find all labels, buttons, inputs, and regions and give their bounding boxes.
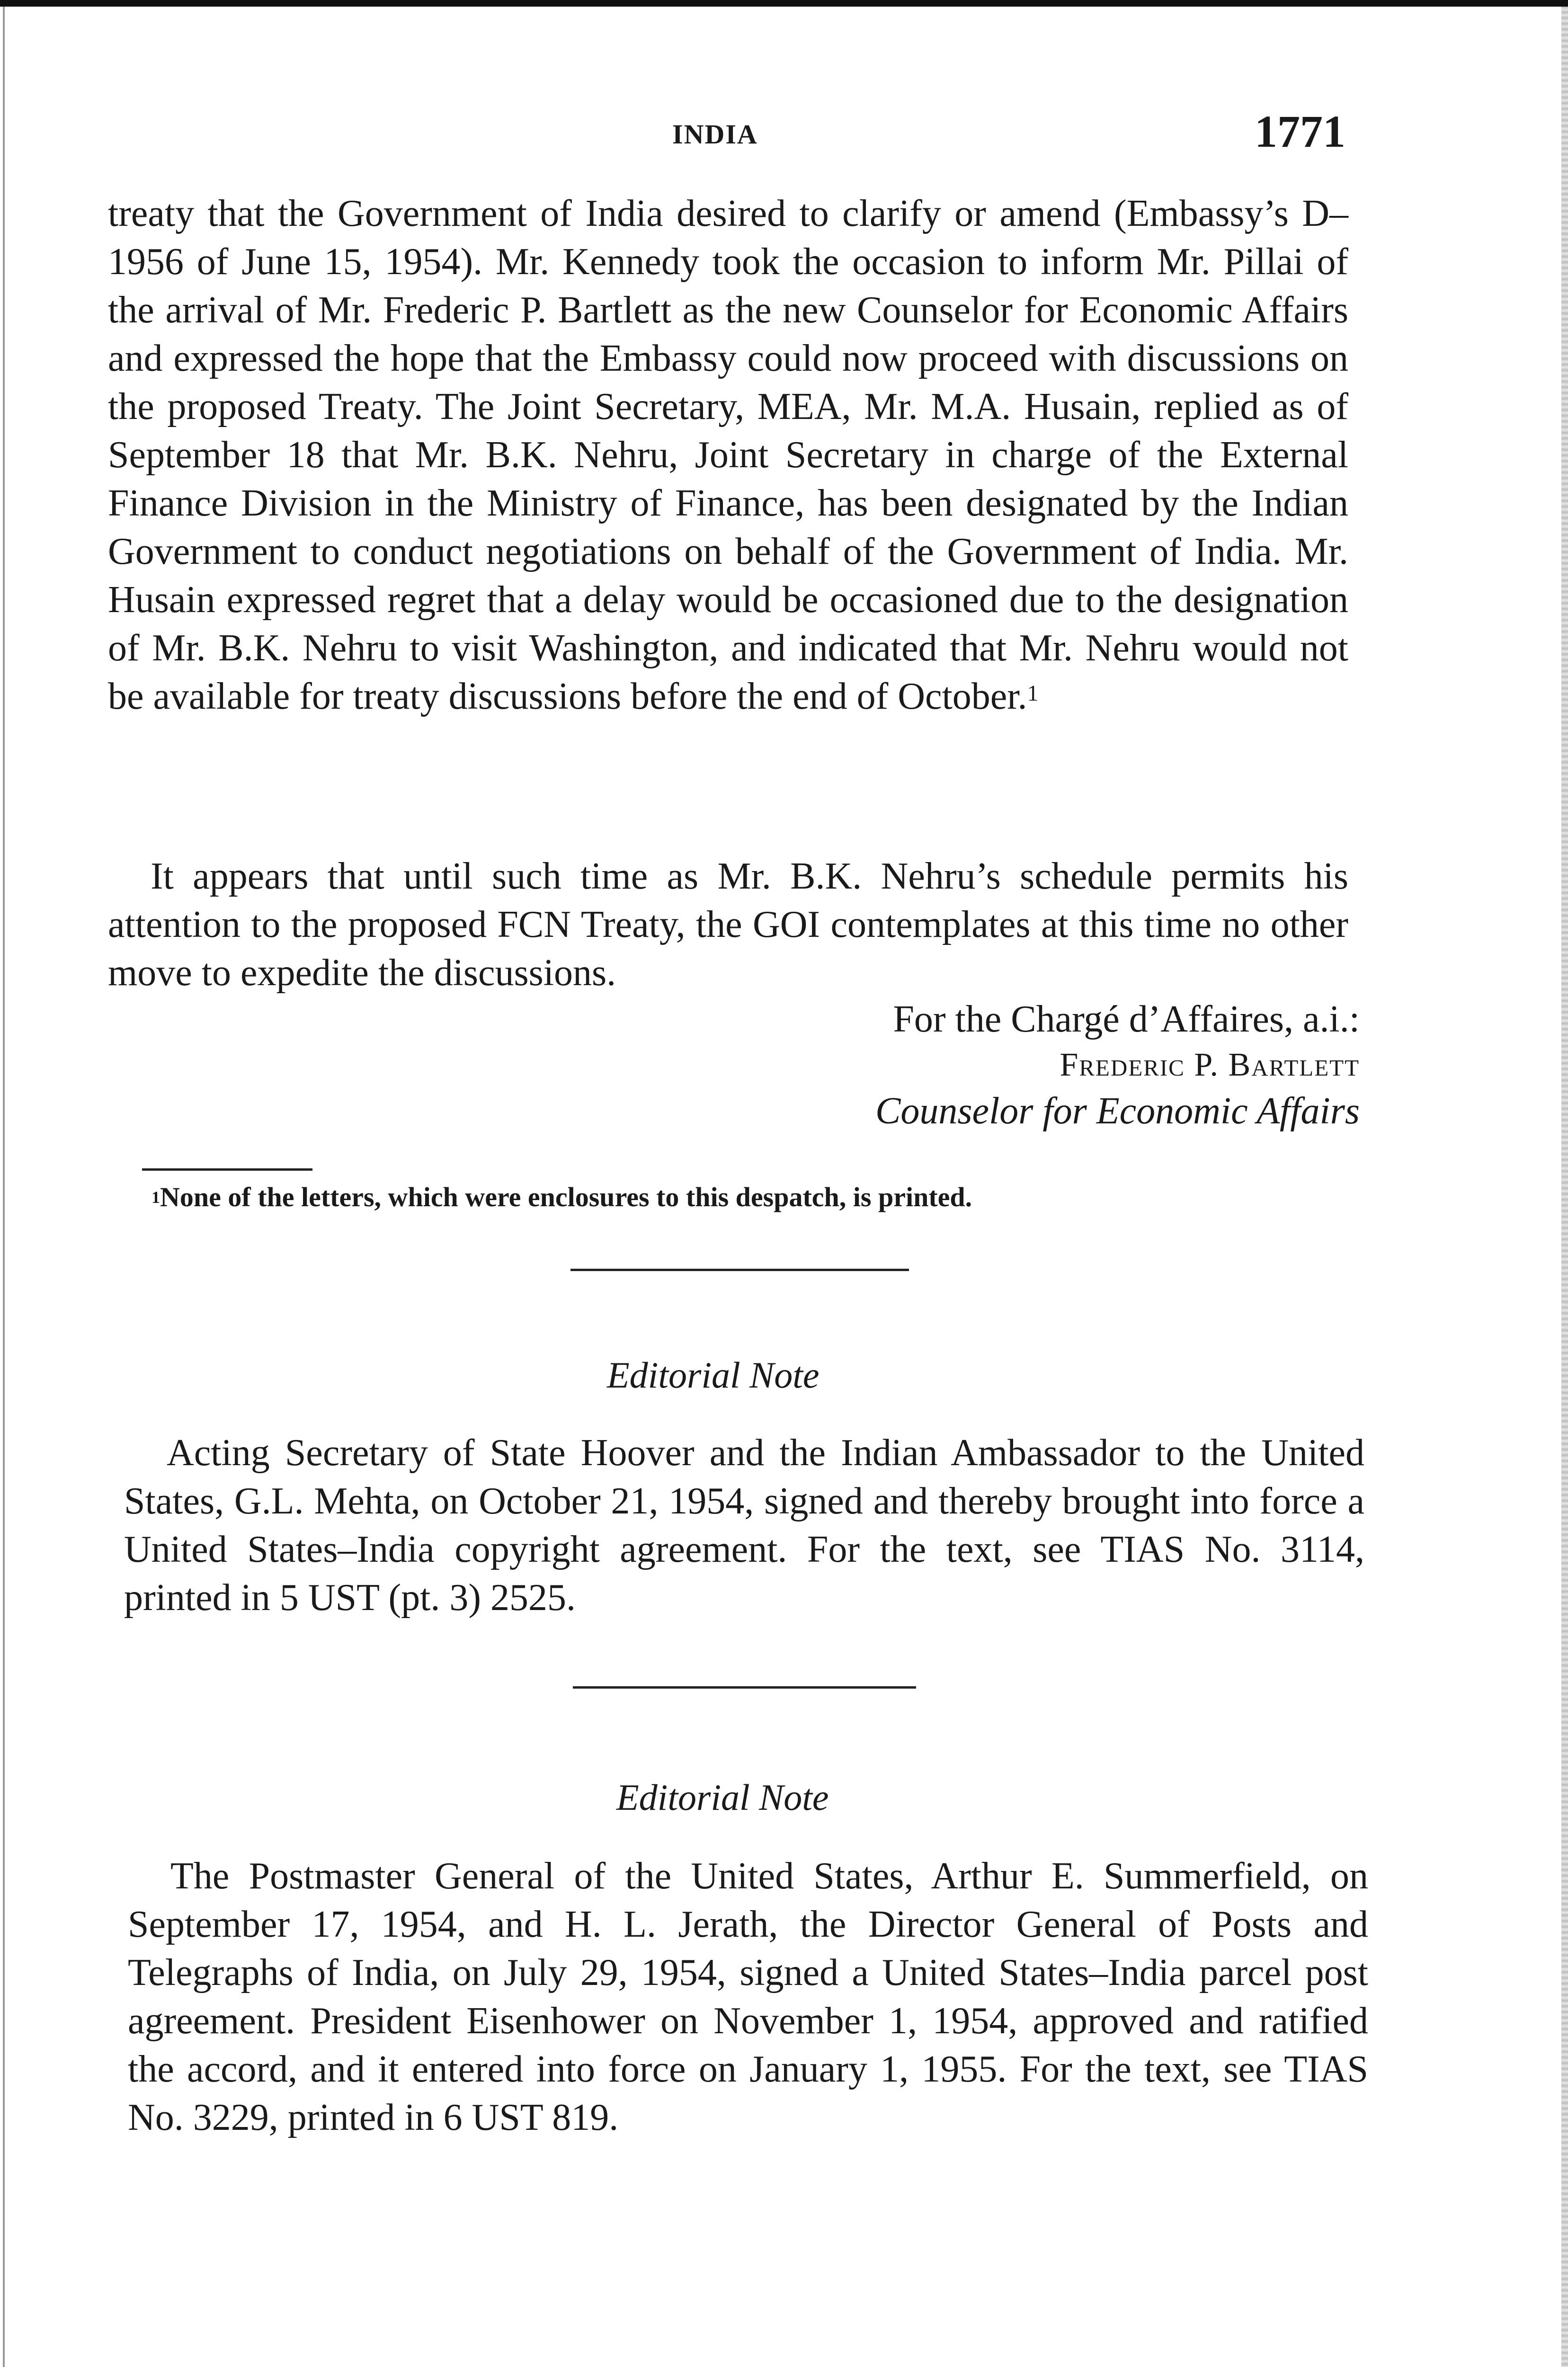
footnote-rule <box>142 1168 312 1171</box>
signature-line: For the Chargé d’Affaires, a.i.: <box>893 998 1360 1040</box>
editorial-note-text: Acting Secretary of State Hoover and the Indian Ambassador to the United States, G.L. Mehta, on October 21, 1954, signed and thereby brought into force a United States–India copyright agreement. For the text, see TIAS No. 3114, printed in 5 UST (pt. 3) 2525. <box>124 1432 1364 1619</box>
editorial-note-title: Editorial Note <box>607 1354 820 1396</box>
left-page-edge <box>3 7 5 2367</box>
page-number: 1771 <box>1255 106 1345 157</box>
editorial-note-title: Editorial Note <box>616 1777 829 1818</box>
section-separator <box>573 1686 916 1689</box>
body-paragraph-1 <box>108 189 1348 721</box>
running-head: INDIA <box>672 119 758 150</box>
body-paragraph-1-text: treaty that the Government of India desired to clarify or amend (Embassy’s D–1956 of June 15, 1954). Mr. Kennedy took the occasion to inform Mr. Pillai of the arrival of Mr. Frederic P. Bartlett as the new Counselor for Economic Affairs and expressed the hope that the Embassy could now proceed with discussions on the proposed Treaty. The Joint Secretary, MEA, Mr. M.A. Husain, replied as of September 18 that Mr. B.K. Nehru, Joint Secretary in charge of the External Finance Division in the Ministry of Finance, has been designated by the Indian Government to conduct negotiations on behalf of the Government of India. Mr. Husain expressed regret that a delay would be occasioned due to the designation of Mr. B.K. Nehru to visit Washington, and indicated that Mr. Nehru would not be available for treaty discussions before the end of October. <box>108 193 1348 717</box>
body-paragraph-2: It appears that until such time as Mr. B.K. Nehru’s schedule permits his attention to the proposed FCN Treaty, the GOI contemplates at this time no other move to expedite the discussions. <box>108 855 1348 994</box>
signature-title: Counselor for Economic Affairs <box>875 1090 1360 1132</box>
footnote-reference[interactable]: 1 <box>1027 681 1039 706</box>
section-separator <box>570 1269 909 1271</box>
footnote-marker: 1 <box>151 1188 160 1207</box>
footnote-text: None of the letters, which were enclosures to this despatch, is printed. <box>160 1182 972 1212</box>
top-border-rule <box>0 0 1568 7</box>
editorial-note-text: The Postmaster General of the United States, Arthur E. Summerfield, on September 17, 1954, and H. L. Jerath, the Director General of Posts and Telegraphs of India, on July 29, 1954, signed a United States–India parcel post agreement. President Eisenhower on November 1, 1954, approved and ratified the accord, and it entered into force on January 1, 1955. For the text, see TIAS No. 3229, printed in 6 UST 819. <box>128 1855 1368 2138</box>
right-page-edge <box>1561 7 1568 2367</box>
footnote <box>151 1181 1363 1214</box>
signature-name: Frederic P. Bartlett <box>1060 1047 1360 1083</box>
